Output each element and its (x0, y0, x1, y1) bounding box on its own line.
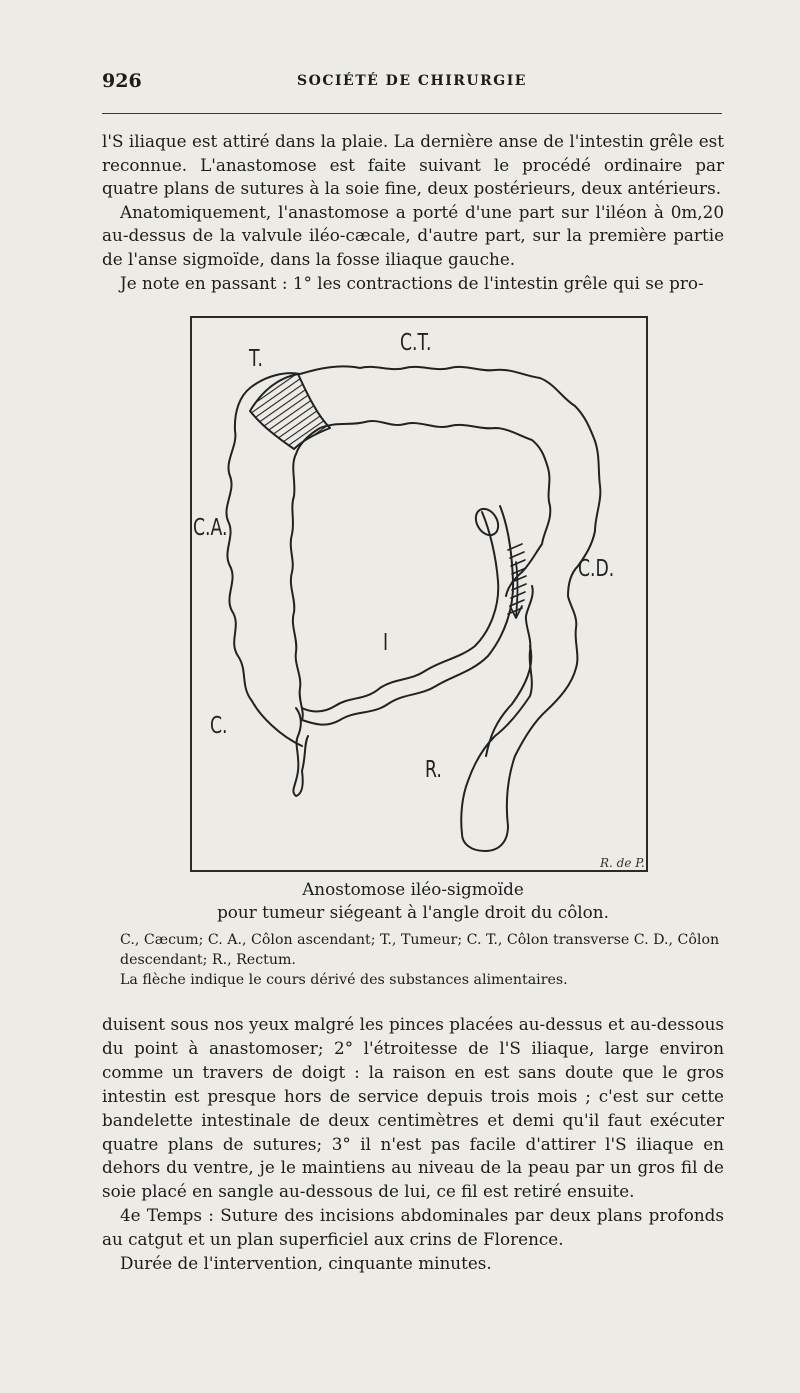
intestine-diagram (190, 316, 648, 872)
body-text-bottom (102, 1013, 724, 1276)
paragraph: l'S iliaque est attiré dans la plaie. La dernière anse de l'intestin grêle est reconnue. L'anastomose est faite suivant le procédé ordinaire par quatre plans de sutures à la soie fine, deux postérieurs, deux antérieurs. (102, 131, 724, 199)
legend-line: La flèche indique le cours dérivé des substances alimentaires. (120, 972, 568, 988)
ileum-cut-end (471, 505, 502, 539)
header-rule (102, 113, 722, 114)
body-text-top (102, 130, 724, 295)
ileum-upper (302, 512, 498, 712)
label-tumour: T. (249, 346, 263, 372)
paragraph: Je note en passant : 1° les contractions de l'intestin grêle qui se pro- (120, 272, 704, 293)
running-title: SOCIÉTÉ DE CHIRURGIE (297, 73, 527, 89)
label-colon-transverse: C.T. (400, 330, 432, 356)
caption-line: pour tumeur siégeant à l'angle droit du côlon. (217, 902, 609, 922)
ileum-lower (302, 506, 513, 725)
paragraph: Anatomiquement, l'anastomose a porté d'une part sur l'iléon à 0m,20 au-dessus de la valvule iléo-cæcale, d'autre part, sur la première partie de l'anse sigmoïde, dans la fosse iliaque gauche. (102, 201, 724, 269)
paragraph: Durée de l'intervention, cinquante minutes. (120, 1253, 492, 1274)
label-colon-ascending: C.A. (193, 515, 228, 541)
figure-legend (120, 930, 724, 990)
label-rectum: R. (425, 757, 442, 783)
paragraph: duisent sous nos yeux malgré les pinces placées au-dessus et au-dessous du point à anastomoser; 2° l'étroitesse de l'S iliaque, large environ comme un travers de doigt : la raison en est sans doute que le gros intestin est presque hors de service depuis trois mois ; c'est sur cette bandelette intestinale de deux centimètres et demi qu'il faut exécuter quatre plans de sutures; 3° il n'est pas facile d'attirer l'S iliaque en dehors du ventre, je le maintiens au niveau de la peau par un gros fil de soie placé en sangle au-dessous de lui, ce fil est retiré ensuite. (102, 1014, 724, 1202)
label-colon-descending: C.D. (578, 556, 615, 582)
page-header (102, 70, 722, 94)
label-cecum: C. (210, 713, 228, 739)
legend-line: C., Cæcum; C. A., Côlon ascendant; T., Tumeur; C. T., Côlon transverse C. D., Côlon descendant; R., Rectum. (120, 932, 720, 968)
tumour (250, 374, 330, 449)
caption-line: Anostomose iléo-sigmoïde (302, 879, 524, 899)
paragraph: 4e Temps : Suture des incisions abdominales par deux plans profonds au catgut et un plan superficiel aux crins de Florence. (102, 1205, 724, 1250)
colon-inner-wall (291, 421, 551, 720)
artist-signature: R. de P. (600, 856, 645, 870)
figure-caption (102, 878, 724, 924)
page-number: 926 (102, 70, 142, 92)
label-ileum: I (383, 630, 389, 656)
